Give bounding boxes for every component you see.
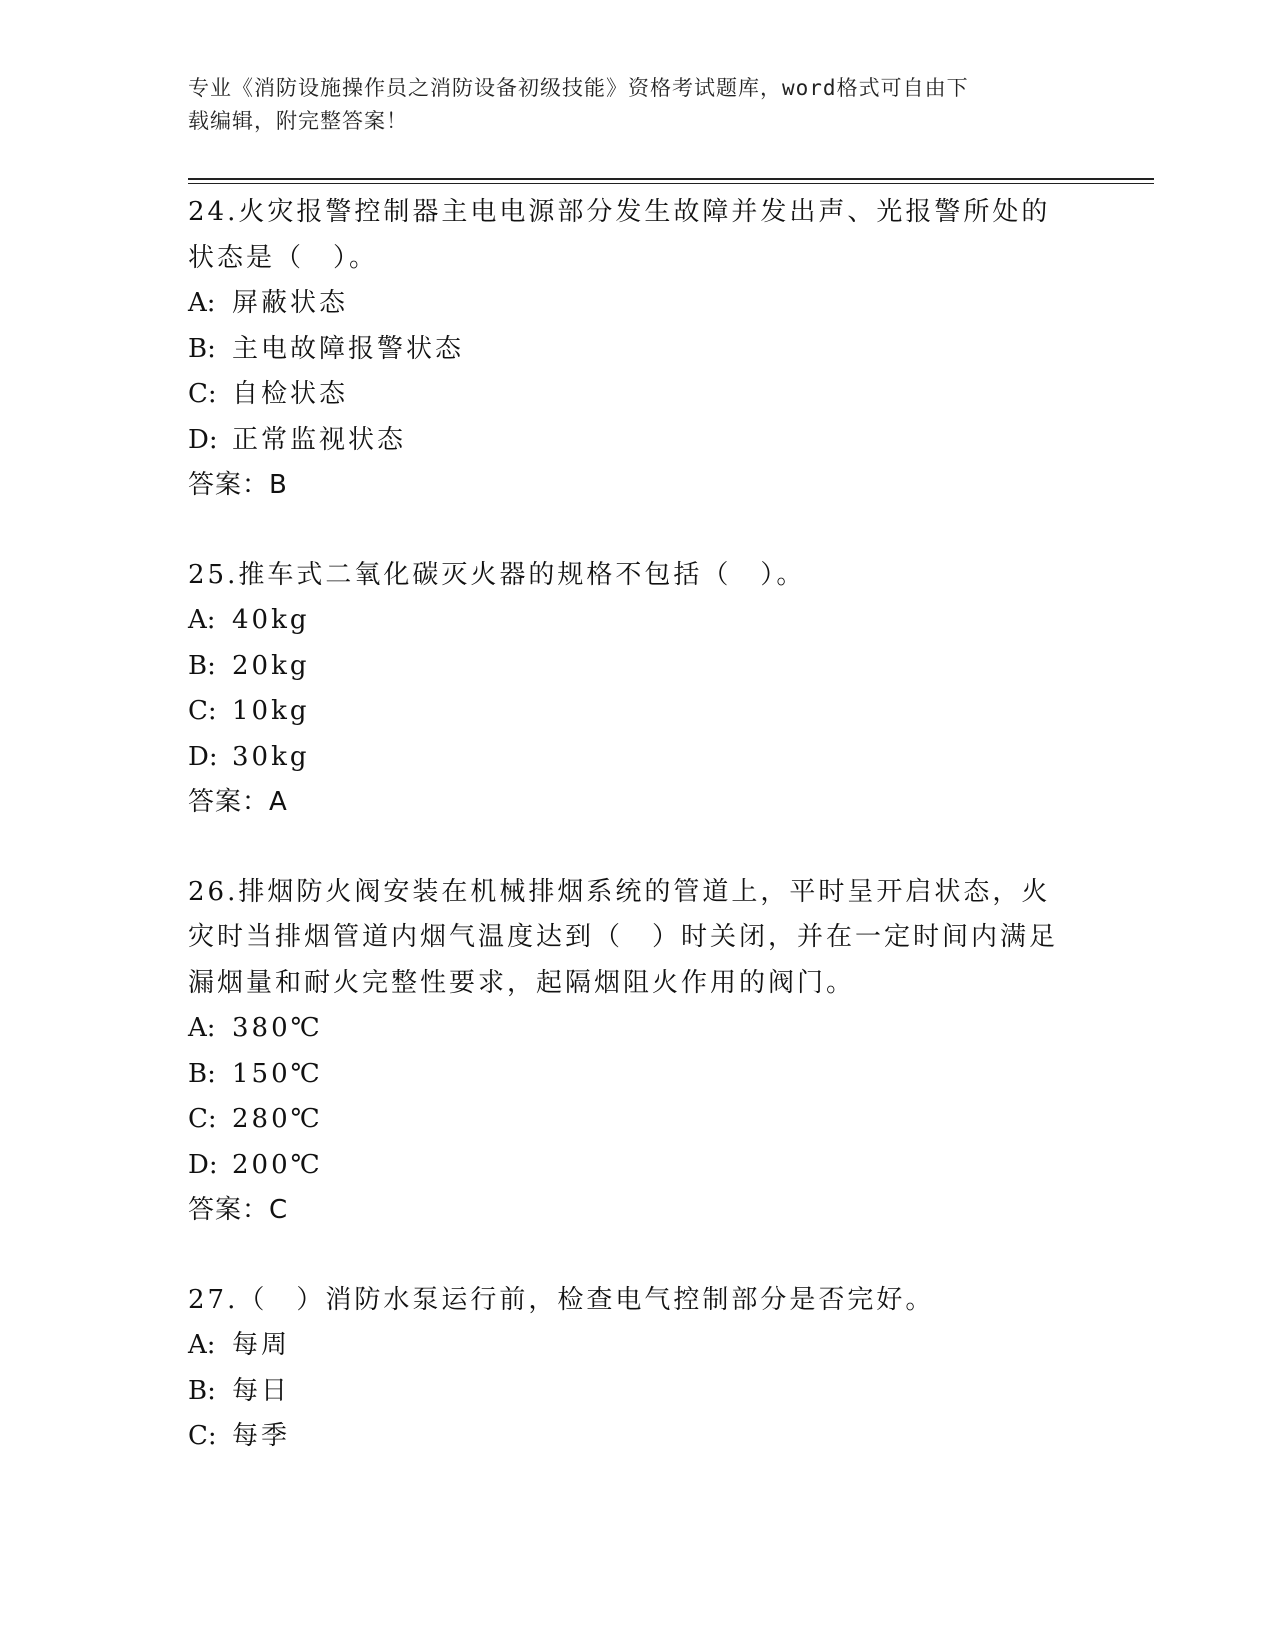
question-stem: 27.（ ）消防水泵运行前，检查电气控制部分是否完好。 [188, 1284, 935, 1315]
option-letter: C: [188, 1104, 217, 1134]
option-c [188, 689, 1068, 735]
question-27 [188, 1278, 1068, 1460]
option-text: 正常监视状态 [232, 424, 407, 455]
option-text: 280℃ [232, 1104, 323, 1134]
option-letter: D: [188, 424, 218, 455]
document-header [188, 72, 1068, 138]
option-letter: B: [188, 1058, 216, 1089]
option-text: 每周 [232, 1330, 291, 1360]
option-text: 40kg [232, 605, 310, 635]
option-letter: C: [188, 696, 217, 726]
answer-line: 答案：A [188, 787, 288, 817]
option-text: 150℃ [232, 1058, 323, 1089]
option-text: 屏蔽状态 [232, 288, 349, 318]
option-b [188, 1369, 1068, 1415]
option-letter: B: [188, 333, 216, 364]
option-a [188, 281, 1068, 327]
option-b [188, 644, 1068, 690]
option-c [188, 1097, 1068, 1143]
question-25 [188, 553, 1068, 826]
question-26 [188, 870, 1068, 1234]
question-stem: 26.排烟防火阀安装在机械排烟系统的管道上，平时呈开启状态，火灾时当排烟管道内烟气温度达到（ ）时关闭，并在一定时间内满足漏烟量和耐火完整性要求，起隔烟阻火作用的阀门。 [188, 876, 1059, 998]
answer-line: 答案：C [188, 1195, 289, 1225]
option-c [188, 1414, 1068, 1460]
option-text: 10kg [232, 696, 310, 726]
option-text: 200℃ [232, 1149, 323, 1180]
option-a [188, 1006, 1068, 1052]
option-text: 每日 [232, 1375, 291, 1406]
question-stem: 24.火灾报警控制器主电电源部分发生故障并发出声、光报警所处的状态是（ ）。 [188, 197, 1051, 273]
option-letter: D: [188, 741, 218, 772]
option-d [188, 735, 1068, 781]
option-text: 每季 [232, 1421, 291, 1451]
option-text: 主电故障报警状态 [232, 333, 465, 364]
option-letter: B: [188, 1375, 216, 1406]
option-letter: A: [188, 1013, 216, 1043]
option-text: 380℃ [232, 1013, 323, 1043]
header-line-2: 载编辑，附完整答案！ [188, 109, 408, 133]
option-c [188, 372, 1068, 418]
option-text: 20kg [232, 650, 310, 681]
option-a [188, 598, 1068, 644]
option-a [188, 1323, 1068, 1369]
header-line-1: 专业《消防设施操作员之消防设备初级技能》资格考试题库，word格式可自由下 [188, 76, 969, 100]
option-letter: C: [188, 1421, 217, 1451]
option-letter: C: [188, 379, 217, 409]
option-letter: A: [188, 1330, 216, 1360]
option-b [188, 1052, 1068, 1098]
option-letter: A: [188, 605, 216, 635]
question-stem: 25.推车式二氧化碳灭火器的规格不包括（ ）。 [188, 559, 806, 590]
answer-line: 答案：B [188, 470, 288, 500]
option-letter: D: [188, 1149, 218, 1180]
question-list [188, 190, 1068, 1504]
header-divider-thick [188, 178, 1154, 180]
header-divider-thin [188, 183, 1154, 184]
option-d [188, 1143, 1068, 1189]
question-24 [188, 190, 1068, 509]
option-text: 自检状态 [232, 379, 349, 409]
option-d [188, 418, 1068, 464]
option-letter: B: [188, 650, 216, 681]
option-b [188, 327, 1068, 373]
option-letter: A: [188, 288, 216, 318]
option-text: 30kg [232, 741, 310, 772]
